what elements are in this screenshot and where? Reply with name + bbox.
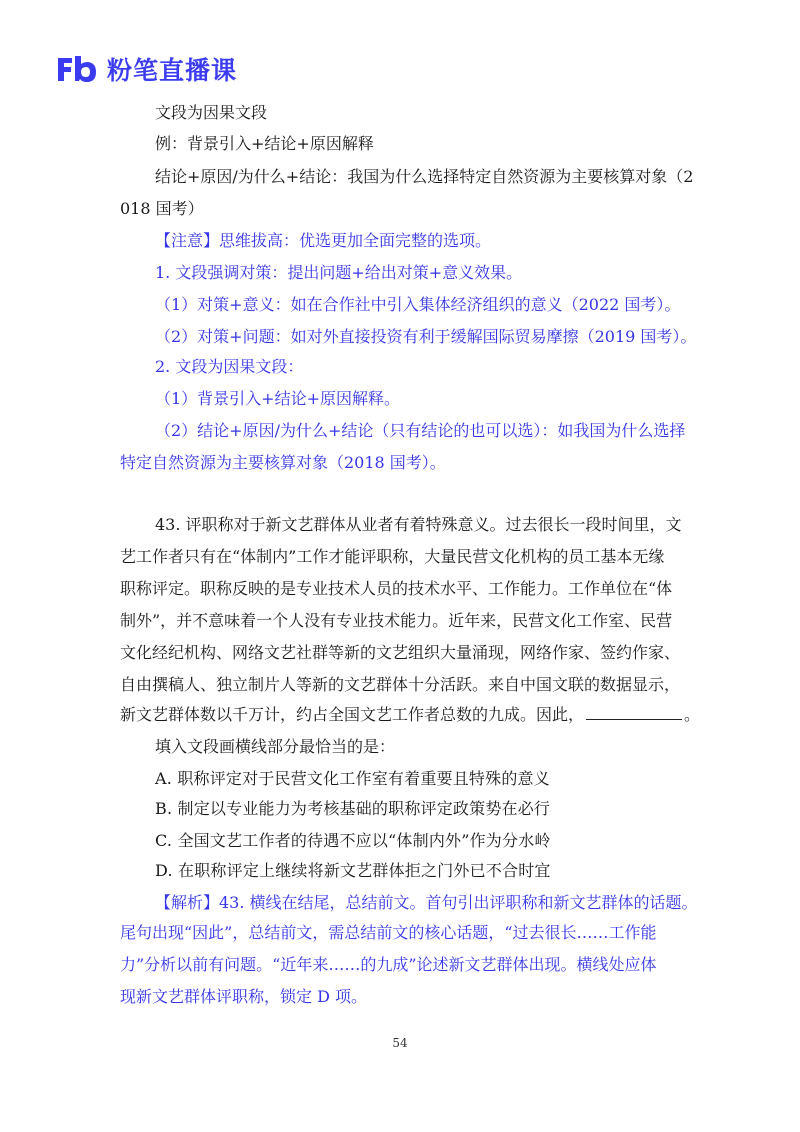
note-line-4: 2. 文段为因果文段：	[155, 357, 304, 376]
option-d: D. 在职称评定上继续将新文艺群体拒之门外已不合时宜	[155, 861, 551, 880]
note-line-7: 特定自然资源为主要核算对象（2018 国考）。	[120, 453, 446, 472]
note-line-6: （2）结论+原因/为什么+结论（只有结论的也可以选）：如我国为什么选择	[155, 421, 686, 440]
note-line-1: 1. 文段强调对策：提出问题+给出对策+意义效果。	[155, 263, 523, 282]
option-b: B. 制定以专业能力为考核基础的职称评定政策势在必行	[155, 799, 551, 818]
analysis-line-1: 【解析】43. 横线在结尾，总结前文。首句引出评职称和新文艺群体的话题。	[155, 893, 698, 912]
brand-name: 粉笔直播课	[107, 56, 238, 85]
note-line-2: （1）对策+意义：如在合作社中引入集体经济组织的意义（2022 国考）。	[155, 295, 681, 314]
analysis-line-3: 力”分析以前有问题。“近年来……的九成”论述新文艺群体出现。横线处应体	[120, 955, 657, 974]
option-a: A. 职称评定对于民营文化工作室有着重要且特殊的意义	[155, 769, 550, 788]
intro-line-2: 例：背景引入+结论+原因解释	[155, 134, 374, 153]
question-line-3: 职称评定。职称反映的是专业技术人员的技术水平、工作能力。工作单位在“体	[120, 579, 673, 598]
question-prompt: 填入文段画横线部分最恰当的是：	[155, 737, 396, 756]
note-line-3: （2）对策+问题：如对外直接投资有利于缓解国际贸易摩擦（2019 国考）。	[155, 327, 697, 346]
question-line-1: 43. 评职称对于新文艺群体从业者有着特殊意义。过去很长一段时间里，文	[155, 515, 682, 534]
fb-logo-icon	[55, 54, 99, 84]
question-line-7	[120, 704, 700, 726]
question-end-punct: 。	[684, 705, 701, 724]
question-line-4: 制外”，并不意味着一个人没有专业技术能力。近年来，民营文化工作室、民营	[120, 611, 673, 630]
analysis-line-2: 尾句出现“因此”，总结前文，需总结前文的核心话题，“过去很长……工作能	[120, 923, 657, 942]
question-line-6: 自由撰稿人、独立制片人等新的文艺群体十分活跃。来自中国文联的数据显示，	[120, 675, 681, 694]
question-line-2: 艺工作者只有在“体制内”工作才能评职称，大量民营文化机构的员工基本无缘	[120, 547, 665, 566]
intro-line-1: 文段为因果文段	[155, 103, 268, 122]
analysis-line-4: 现新文艺群体评职称，锁定 D 项。	[120, 987, 368, 1006]
question-line-5: 文化经纪机构、网络文艺社群等新的文艺组织大量涌现，网络作家、签约作家、	[120, 643, 681, 662]
answer-blank	[586, 705, 682, 720]
note-heading: 【注意】思维拔高：优选更加全面完整的选项。	[155, 231, 492, 250]
intro-line-4: 018 国考）	[120, 199, 204, 218]
intro-line-3: 结论+原因/为什么+结论：我国为什么选择特定自然资源为主要核算对象（2	[155, 167, 694, 186]
option-c: C. 全国文艺工作者的待遇不应以“体制内外”作为分水岭	[155, 831, 551, 850]
page-number: 54	[392, 1036, 408, 1050]
question-last-text: 新文艺群体数以千万计，约占全国文艺工作者总数的九成。因此，	[120, 705, 585, 724]
brand-logo	[55, 52, 237, 86]
note-line-5: （1）背景引入+结论+原因解释。	[155, 389, 400, 408]
